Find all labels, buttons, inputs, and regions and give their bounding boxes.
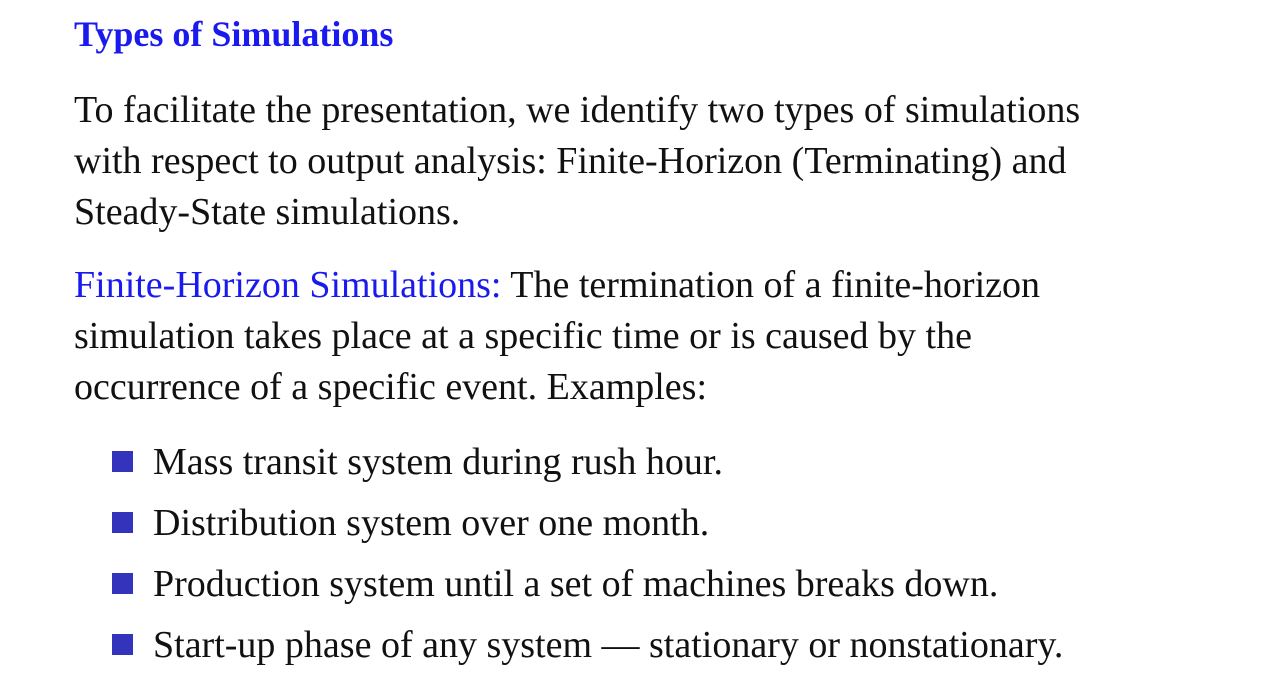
square-bullet-icon xyxy=(112,451,133,472)
list-item-text: Distribution system over one month. xyxy=(153,501,710,544)
list-item-text: Start-up phase of any system — stationary or nonstationary. xyxy=(153,623,1064,666)
square-bullet-icon xyxy=(112,573,133,594)
intro-paragraph xyxy=(74,85,1080,238)
slide-title: Types of Simulations xyxy=(74,14,394,54)
finite-horizon-line: occurrence of a specific event. Examples: xyxy=(74,366,708,408)
finite-horizon-paragraph xyxy=(74,260,1040,413)
list-item-text: Production system until a set of machines breaks down. xyxy=(153,562,999,605)
list-item xyxy=(112,553,1063,614)
intro-line: Steady-State simulations. xyxy=(74,191,461,233)
examples-list xyxy=(112,431,1063,675)
intro-line: To facilitate the presentation, we identify two types of simulations xyxy=(74,89,1081,131)
list-item xyxy=(112,431,1063,492)
finite-horizon-heading: Finite-Horizon Simulations: xyxy=(74,264,502,306)
finite-horizon-line xyxy=(74,260,1040,311)
finite-horizon-line: simulation takes place at a specific time or is caused by the xyxy=(74,315,972,357)
list-item xyxy=(112,492,1063,553)
square-bullet-icon xyxy=(112,512,133,533)
list-item xyxy=(112,614,1063,675)
intro-line: with respect to output analysis: Finite-Horizon (Terminating) and xyxy=(74,140,1067,182)
list-item-text: Mass transit system during rush hour. xyxy=(153,440,723,483)
finite-horizon-text: The termination of a finite-horizon xyxy=(501,264,1040,306)
square-bullet-icon xyxy=(112,634,133,655)
